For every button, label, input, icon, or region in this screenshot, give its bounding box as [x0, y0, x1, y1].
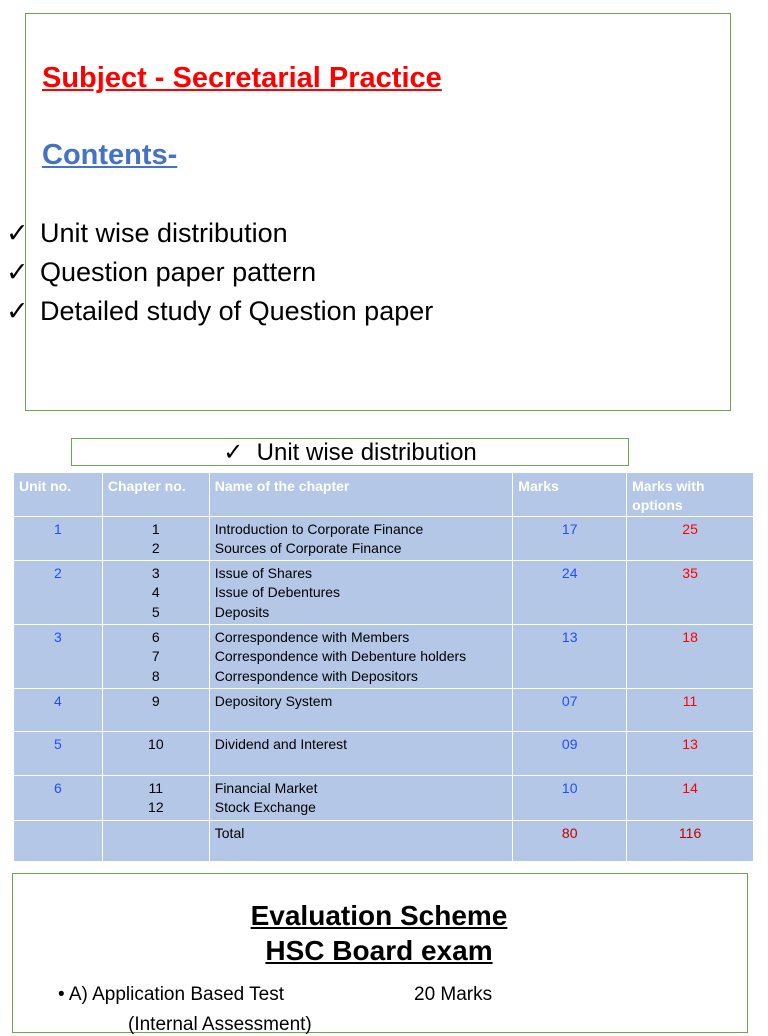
column-header: Marks	[513, 473, 627, 517]
table-section-title-label: Unit wise distribution	[256, 439, 477, 466]
options-cell: 35	[627, 561, 754, 625]
chapter-name-cell: Issue of Shares Issue of Debentures Deposits	[209, 561, 513, 625]
evaluation-title-line1: Evaluation Scheme	[250, 900, 508, 931]
options-cell: 18	[627, 625, 754, 689]
table-row	[14, 561, 754, 625]
total-label-cell: Total	[209, 821, 513, 862]
table-row	[14, 776, 754, 821]
contents-list	[6, 214, 433, 331]
table-total-row	[14, 821, 754, 862]
marks-cell: 13	[513, 625, 627, 689]
table-row	[14, 517, 754, 561]
evaluation-title-line2: HSC Board exam	[265, 935, 493, 966]
contents-item	[6, 214, 433, 253]
subject-title: Subject - Secretarial Practice	[42, 62, 442, 94]
check-icon: ✓	[6, 218, 29, 248]
total-options-cell: 116	[627, 821, 754, 862]
column-header: Chapter no.	[102, 473, 209, 517]
check-icon: ✓	[6, 296, 29, 326]
contents-item-label: Question paper pattern	[40, 257, 317, 287]
check-icon: ✓	[6, 257, 29, 287]
chapter-cell: 10	[102, 732, 209, 776]
unit-distribution-table	[13, 472, 754, 862]
unit-cell	[14, 821, 103, 862]
evaluation-title	[0, 898, 758, 968]
marks-cell: 10	[513, 776, 627, 821]
chapter-cell	[102, 821, 209, 862]
options-cell: 14	[627, 776, 754, 821]
evaluation-item: • A) Application Based Test	[58, 984, 284, 1005]
options-cell: 13	[627, 732, 754, 776]
chapter-cell: 1 2	[102, 517, 209, 561]
marks-cell: 07	[513, 689, 627, 732]
marks-cell: 24	[513, 561, 627, 625]
contents-heading: Contents-	[42, 139, 178, 171]
unit-cell: 1	[14, 517, 103, 561]
chapter-name-cell: Dividend and Interest	[209, 732, 513, 776]
column-header: Marks with options	[627, 473, 754, 517]
table-row	[14, 689, 754, 732]
evaluation-item-marks: 20 Marks	[414, 984, 493, 1005]
chapter-name-cell: Introduction to Corporate Finance Sources of Corporate Finance	[209, 517, 513, 561]
marks-cell: 09	[513, 732, 627, 776]
contents-item-label: Unit wise distribution	[40, 218, 288, 248]
unit-cell: 5	[14, 732, 103, 776]
total-marks-cell: 80	[513, 821, 627, 862]
contents-item	[6, 253, 433, 292]
table-row	[14, 732, 754, 776]
chapter-name-cell: Correspondence with Members Correspondence with Debenture holders Correspondence with Depositors	[209, 625, 513, 689]
table-row	[14, 625, 754, 689]
chapter-cell: 3 4 5	[102, 561, 209, 625]
marks-cell: 17	[513, 517, 627, 561]
chapter-cell: 6 7 8	[102, 625, 209, 689]
chapter-name-cell: Financial Market Stock Exchange	[209, 776, 513, 821]
check-icon: ✓	[223, 439, 244, 466]
column-header: Unit no.	[14, 473, 103, 517]
unit-cell: 4	[14, 689, 103, 732]
contents-item	[6, 292, 433, 331]
unit-cell: 3	[14, 625, 103, 689]
chapter-cell: 11 12	[102, 776, 209, 821]
table-section-title	[71, 438, 629, 466]
evaluation-item-sub: (Internal Assessment)	[128, 1014, 312, 1035]
table-header-row	[14, 473, 754, 517]
contents-item-label: Detailed study of Question paper	[40, 296, 434, 326]
chapter-cell: 9	[102, 689, 209, 732]
unit-cell: 2	[14, 561, 103, 625]
column-header: Name of the chapter	[209, 473, 513, 517]
unit-cell: 6	[14, 776, 103, 821]
options-cell: 25	[627, 517, 754, 561]
chapter-name-cell: Depository System	[209, 689, 513, 732]
options-cell: 11	[627, 689, 754, 732]
